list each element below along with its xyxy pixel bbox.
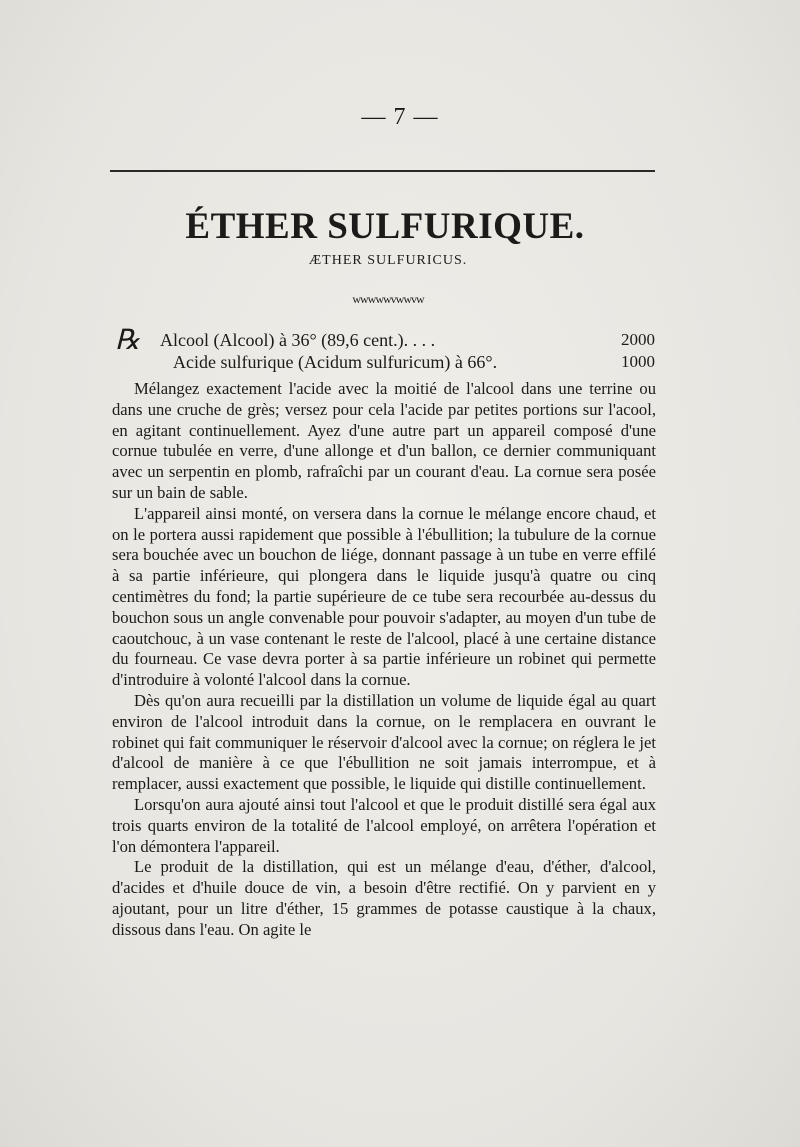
paragraph: Dès qu'on aura recueilli par la distillation un volume de liquide égal au quart environ de l'alcool introduit dans la cornue, on le remplacera en ouvrant le robinet qui fait communiquer le réservoir d'alcool avec la cornue; on réglera le jet d'alcool de manière à ce que l'ébullition ne soit jamais interrompue, et à remplacer, aussi exactement que possible, le liquide qui distille continuellement. xyxy=(112,690,656,794)
recipe-line-alcohol xyxy=(160,330,655,351)
page-number: — 7 — xyxy=(361,104,439,130)
ingredient-quantity: 1000 xyxy=(621,352,655,371)
recipe-line-acid xyxy=(173,352,655,373)
paragraph: Mélangez exactement l'acide avec la moitié de l'alcool dans une terrine ou dans une cruche de grès; versez pour cela l'acide par petites portions sur l'acool, en agitant continuellement. Ayez d'une autre part un appareil composé d'une cornue tubulée en verre, d'une allonge et d'un ballon, ce dernier communiquant avec un serpentin en plomb, rafraîchi par un courant d'eau. La cornue sera posée sur un bain de sable. xyxy=(112,379,656,502)
recipe-symbol: ℞ xyxy=(115,325,141,356)
latin-subtitle: ÆTHER SULFURICUS. xyxy=(308,253,468,268)
paragraph: Lorsqu'on aura ajouté ainsi tout l'alcool et que le produit distillé sera égal aux trois quarts environ de la totalité de l'alcool employé, on arrêtera l'opération et l'on démontera l'appareil. xyxy=(112,794,656,856)
paragraph: Le produit de la distillation, qui est un mélange d'eau, d'éther, d'alcool, d'acides et d'huile douce de vin, a besoin d'être rectifié. On y parvient en y ajoutant, pour un litre d'éther, 15 grammes de potasse caustique à la chaux, dissous dans l'eau. On agite le xyxy=(112,857,656,939)
page-title: ÉTHER SULFURIQUE. xyxy=(185,206,585,247)
ingredient-text: Acide sulfurique (Acidum sulfuricum) à 66°. xyxy=(173,352,498,372)
ornament-divider: wwwwwvwwvw xyxy=(352,292,424,306)
header-rule xyxy=(110,170,655,172)
ingredient-text: Alcool (Alcool) à 36° (89,6 cent.). . . . xyxy=(160,330,436,350)
ingredient-quantity: 2000 xyxy=(621,330,655,349)
paragraph: L'appareil ainsi monté, on versera dans la cornue le mélange encore chaud, et on le portera aussi rapidement que possible à l'ébullition; la tubulure de la cornue sera bouchée avec un bouchon de liége, donnant passage à un tube en verre effilé à sa partie inférieure, qui plongera dans le liquide jusqu'à quatre ou cinq centimètres du fond; la partie supérieure de ce tube sera recourbée au-dessus du bouchon sous un angle convenable pour pouvoir s'adapter, au moyen d'un tube de caoutchouc, à un vase contenant le reste de l'alcool, placé à une certaine distance du fourneau. Ce vase devra porter à sa partie inférieure un robinet qui permette d'introduire à volonté l'alcool dans la cornue. xyxy=(112,503,656,690)
body-text xyxy=(112,379,656,941)
